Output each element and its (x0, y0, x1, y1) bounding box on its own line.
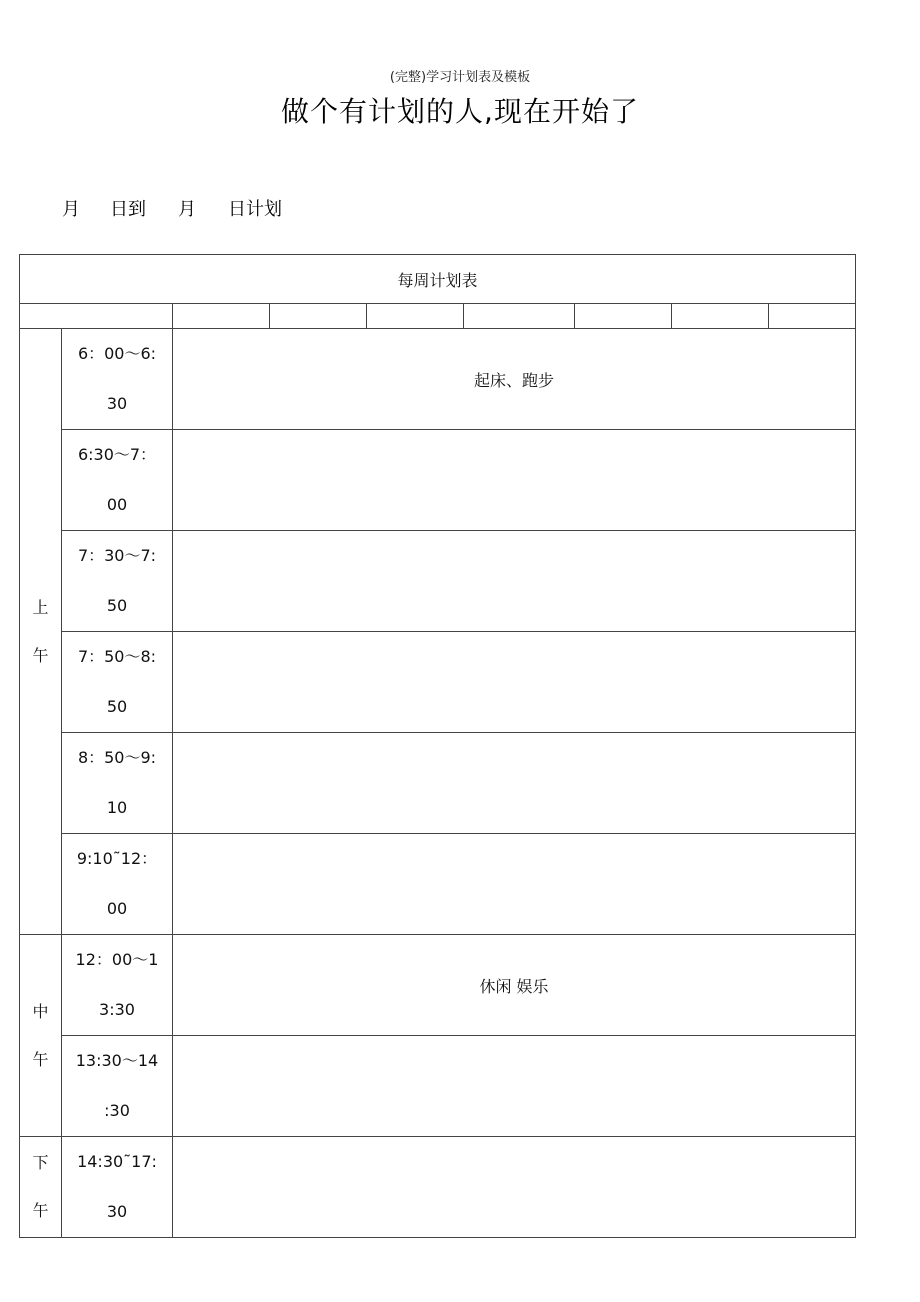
table-row (20, 430, 856, 531)
table-row (20, 531, 856, 632)
table-row (20, 632, 856, 733)
table-row (20, 834, 856, 935)
time-slot: 13:30～14 :30 (62, 1036, 173, 1137)
weekday-header-cell[interactable] (769, 304, 856, 329)
weekday-header-cell[interactable] (575, 304, 672, 329)
time-slot: 8：50～9: 10 (62, 733, 173, 834)
period-noon-char2: 午 (32, 1049, 49, 1069)
activity-cell[interactable]: 休闲 娱乐 (173, 935, 856, 1036)
weekday-header-cell[interactable] (173, 304, 270, 329)
table-row (20, 329, 856, 430)
date-month-start: 月 (62, 199, 80, 220)
weekday-header-cell[interactable] (464, 304, 575, 329)
period-morning (20, 329, 62, 935)
weekday-header-corner (20, 304, 173, 329)
activity-cell[interactable]: 起床、跑步 (173, 329, 856, 430)
weekday-header-cell[interactable] (672, 304, 769, 329)
time-slot: 14:30˜17: 30 (62, 1137, 173, 1238)
document-title: 做个有计划的人,现在开始了 (281, 95, 639, 128)
time-slot: 7：50～8: 50 (62, 632, 173, 733)
table-row (20, 1036, 856, 1137)
date-day-plan: 日计划 (228, 199, 282, 220)
date-month-end: 月 (178, 199, 196, 220)
table-row (20, 935, 856, 1036)
table-title: 每周计划表 (20, 255, 856, 304)
period-noon-char1: 中 (32, 1001, 49, 1021)
weekday-header-row (20, 304, 856, 329)
weekly-plan-table (19, 254, 856, 1238)
activity-cell[interactable] (173, 531, 856, 632)
time-slot: 7：30～7: 50 (62, 531, 173, 632)
table-row (20, 733, 856, 834)
table-row (20, 1137, 856, 1238)
time-slot: 12：00～1 3:30 (62, 935, 173, 1036)
activity-cell[interactable] (173, 733, 856, 834)
period-afternoon-char1: 下 (32, 1153, 49, 1172)
time-slot: 6：00～6: 30 (62, 329, 173, 430)
period-morning-char1: 上 (32, 597, 49, 617)
period-morning-char2: 午 (32, 645, 49, 665)
period-noon (20, 935, 62, 1137)
document-header: (完整)学习计划表及模板 (389, 70, 531, 85)
date-day-to: 日到 (110, 199, 146, 220)
activity-cell[interactable] (173, 834, 856, 935)
activity-cell[interactable] (173, 632, 856, 733)
period-afternoon (20, 1137, 62, 1238)
time-slot: 6:30～7： 00 (62, 430, 173, 531)
weekday-header-cell[interactable] (270, 304, 367, 329)
activity-cell[interactable] (173, 1137, 856, 1238)
date-range-line (62, 195, 282, 221)
weekday-header-cell[interactable] (367, 304, 464, 329)
period-afternoon-char2: 午 (32, 1201, 49, 1220)
time-slot: 9:10˜12： 00 (62, 834, 173, 935)
activity-cell[interactable] (173, 430, 856, 531)
activity-cell[interactable] (173, 1036, 856, 1137)
